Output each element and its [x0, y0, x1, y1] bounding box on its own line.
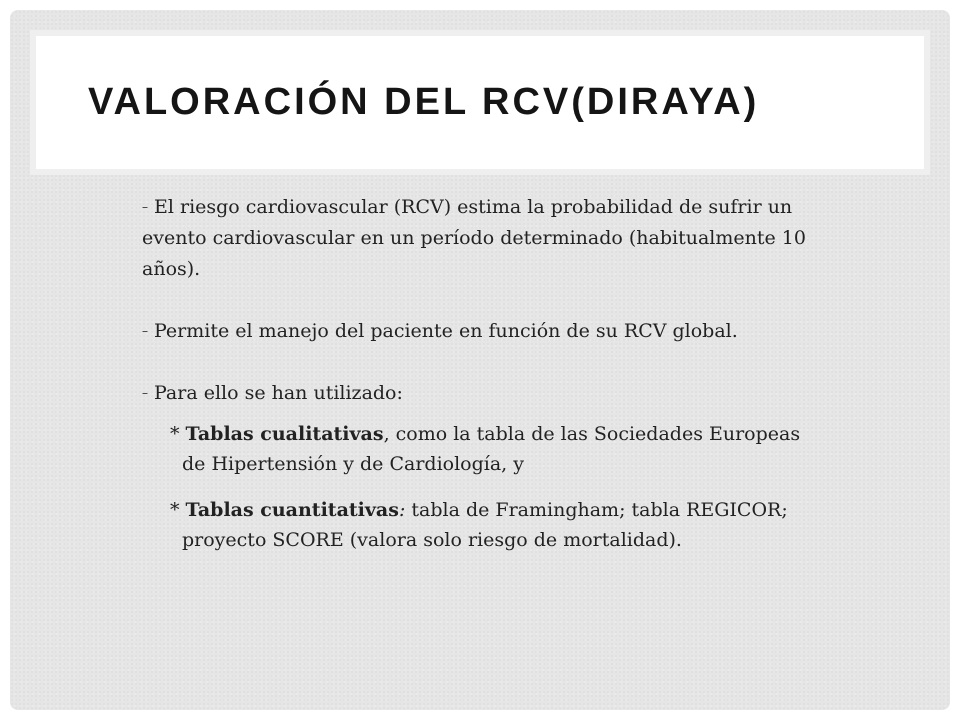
- slide-title: VALORACIÓN DEL RCV(DIRAYA): [88, 81, 760, 123]
- sub-item-bold: Tablas cuantitativas: [185, 499, 399, 521]
- bullet-item: [142, 378, 822, 409]
- sub-item-bold: Tablas cualitativas: [185, 423, 384, 445]
- bullet-dash: –: [142, 386, 148, 400]
- bullet-item: [142, 316, 822, 347]
- title-box: [30, 30, 930, 175]
- bullet-dash: –: [142, 324, 148, 338]
- bullet-dash: –: [142, 200, 148, 214]
- slide-content: [142, 192, 822, 571]
- sub-item: [170, 495, 822, 555]
- sub-item-text: tabla de Framingham; tabla REGICOR; proyecto SCORE (valora solo riesgo de mortalidad).: [182, 499, 788, 551]
- sub-item-separator: ,: [383, 423, 390, 445]
- bullet-text: El riesgo cardiovascular (RCV) estima la probabilidad de sufrir un evento cardiovascular en un período determinado (habitualmente 10 años).: [142, 196, 806, 280]
- bullet-text: Para ello se han utilizado:: [154, 382, 403, 404]
- slide: [10, 10, 950, 710]
- sub-item: [170, 419, 822, 479]
- sub-item-text: como la tabla de las Sociedades Europeas de Hipertensión y de Cardiología, y: [182, 423, 801, 475]
- sub-item-marker: *: [170, 423, 180, 445]
- bullet-item: [142, 192, 822, 285]
- sub-item-separator: :: [398, 499, 406, 521]
- bullet-text: Permite el manejo del paciente en función de su RCV global.: [154, 320, 738, 342]
- sub-item-marker: *: [170, 499, 180, 521]
